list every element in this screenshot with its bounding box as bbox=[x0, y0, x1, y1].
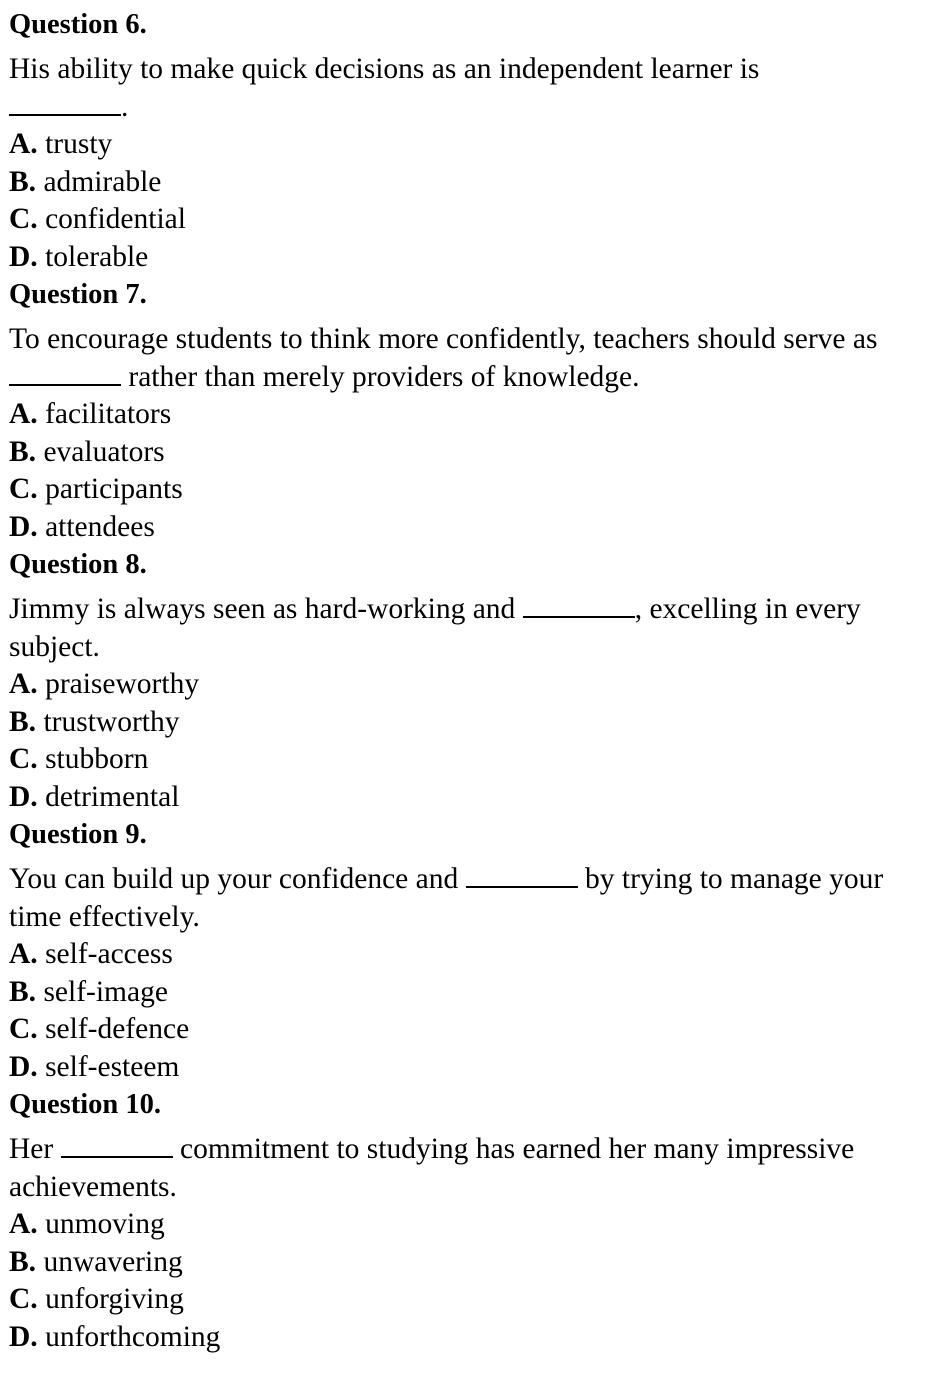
question-title: Question 9. bbox=[9, 819, 147, 850]
stem-before: To encourage students to think more confidently, teachers should serve as bbox=[9, 323, 878, 355]
stem-before: Her bbox=[9, 1133, 61, 1165]
question-6 bbox=[9, 6, 925, 276]
option-text: confidential bbox=[45, 203, 186, 235]
option-text: detrimental bbox=[45, 780, 180, 813]
stem-after: by trying to manage your time effectively. bbox=[9, 863, 884, 933]
stem-after: rather than merely providers of knowledge. bbox=[121, 360, 640, 393]
option-b[interactable] bbox=[9, 434, 925, 472]
option-b[interactable] bbox=[9, 164, 925, 202]
option-letter: B. bbox=[9, 705, 37, 738]
question-stem bbox=[9, 1131, 921, 1206]
stem-after: commitment to studying has earned her many impressive achievements. bbox=[9, 1133, 855, 1203]
option-text: tolerable bbox=[45, 240, 149, 273]
option-letter: D. bbox=[9, 510, 38, 543]
option-text: trustworthy bbox=[43, 705, 180, 738]
option-text: unwavering bbox=[43, 1245, 183, 1278]
answer-blank bbox=[9, 359, 121, 386]
option-letter: C. bbox=[9, 1283, 38, 1315]
question-title: Question 10. bbox=[9, 1089, 162, 1120]
option-letter: A. bbox=[9, 1208, 38, 1240]
option-d[interactable] bbox=[9, 509, 925, 547]
answer-blank bbox=[9, 89, 121, 116]
option-text: unforgiving bbox=[45, 1283, 184, 1315]
option-letter: B. bbox=[9, 975, 37, 1008]
option-text: self-access bbox=[45, 938, 173, 970]
stem-before: His ability to make quick decisions as an independent learner is bbox=[9, 53, 760, 85]
option-letter: C. bbox=[9, 743, 38, 775]
option-letter: B. bbox=[9, 435, 37, 468]
stem-before: You can build up your confidence and bbox=[9, 863, 466, 895]
option-letter: A. bbox=[9, 668, 38, 700]
stem-before: Jimmy is always seen as hard-working and bbox=[9, 593, 523, 625]
option-text: self-defence bbox=[45, 1013, 190, 1045]
option-d[interactable] bbox=[9, 1319, 925, 1357]
option-text: trusty bbox=[45, 128, 113, 160]
option-a[interactable] bbox=[9, 126, 925, 164]
option-a[interactable] bbox=[9, 936, 925, 974]
question-stem bbox=[9, 591, 921, 666]
option-text: self-esteem bbox=[45, 1050, 180, 1083]
option-b[interactable] bbox=[9, 1244, 925, 1282]
option-letter: D. bbox=[9, 1320, 38, 1353]
option-d[interactable] bbox=[9, 779, 925, 817]
option-a[interactable] bbox=[9, 666, 925, 704]
question-8 bbox=[9, 546, 925, 816]
option-letter: B. bbox=[9, 1245, 37, 1278]
option-letter: C. bbox=[9, 473, 38, 505]
option-a[interactable] bbox=[9, 1206, 925, 1244]
option-c[interactable] bbox=[9, 471, 925, 509]
option-letter: C. bbox=[9, 1013, 38, 1045]
option-d[interactable] bbox=[9, 1049, 925, 1087]
answer-blank bbox=[523, 591, 635, 618]
option-text: admirable bbox=[43, 165, 162, 198]
answer-blank bbox=[466, 861, 578, 888]
option-d[interactable] bbox=[9, 239, 925, 277]
option-c[interactable] bbox=[9, 741, 925, 779]
option-b[interactable] bbox=[9, 974, 925, 1012]
stem-after: . bbox=[121, 90, 129, 123]
option-text: attendees bbox=[45, 510, 155, 543]
option-letter: A. bbox=[9, 128, 38, 160]
option-text: unforthcoming bbox=[45, 1320, 221, 1353]
option-b[interactable] bbox=[9, 704, 925, 742]
option-text: unmoving bbox=[45, 1208, 165, 1240]
question-title: Question 8. bbox=[9, 549, 147, 580]
option-text: facilitators bbox=[45, 398, 172, 430]
option-letter: D. bbox=[9, 240, 38, 273]
option-letter: A. bbox=[9, 398, 38, 430]
question-stem bbox=[9, 51, 921, 126]
option-c[interactable] bbox=[9, 1011, 925, 1049]
option-a[interactable] bbox=[9, 396, 925, 434]
question-9 bbox=[9, 816, 925, 1086]
option-letter: C. bbox=[9, 203, 38, 235]
option-text: evaluators bbox=[43, 435, 165, 468]
question-stem bbox=[9, 861, 921, 936]
question-7 bbox=[9, 276, 925, 546]
question-title: Question 7. bbox=[9, 279, 147, 310]
option-text: participants bbox=[45, 473, 183, 505]
option-c[interactable] bbox=[9, 201, 925, 239]
question-10 bbox=[9, 1086, 925, 1356]
option-letter: D. bbox=[9, 1050, 38, 1083]
option-text: stubborn bbox=[45, 743, 149, 775]
option-letter: B. bbox=[9, 165, 37, 198]
option-text: praiseworthy bbox=[45, 668, 200, 700]
option-text: self-image bbox=[43, 975, 168, 1008]
stem-after: , excelling in every subject. bbox=[9, 593, 861, 663]
option-letter: D. bbox=[9, 780, 38, 813]
answer-blank bbox=[61, 1131, 173, 1158]
question-stem bbox=[9, 321, 921, 396]
question-title: Question 6. bbox=[9, 9, 147, 40]
option-letter: A. bbox=[9, 938, 38, 970]
option-c[interactable] bbox=[9, 1281, 925, 1319]
